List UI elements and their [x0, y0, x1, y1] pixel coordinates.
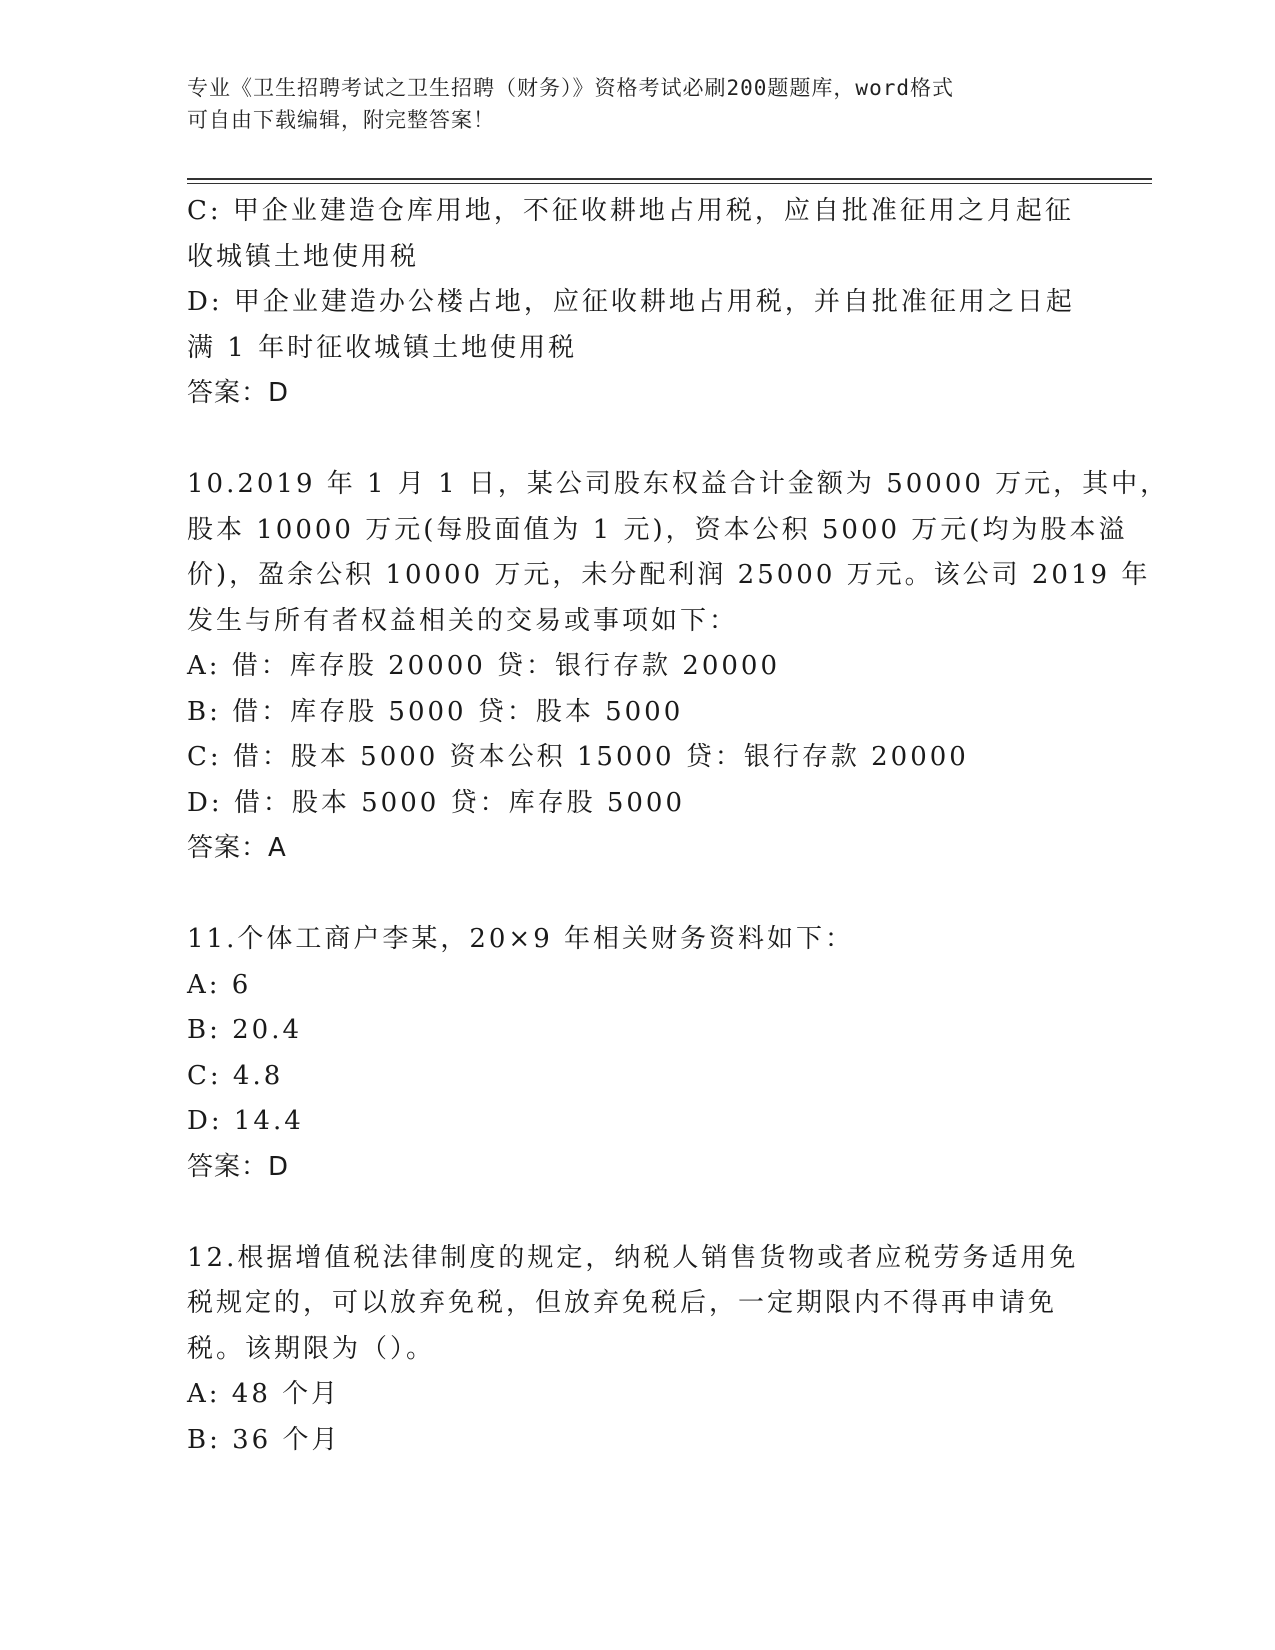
answer: 答案：A [187, 833, 287, 863]
option-b: B: 20.4 [187, 1015, 303, 1045]
option-c: C: 甲企业建造仓库用地，不征收耕地占用税，应自批准征用之月起征 [187, 196, 1074, 226]
question-stem: 税规定的，可以放弃免税，但放弃免税后，一定期限内不得再申请免 [187, 1288, 1058, 1318]
question-stem: 11.个体工商户李某，20×9 年相关财务资料如下： [187, 924, 855, 954]
question-stem: 12.根据增值税法律制度的规定，纳税人销售货物或者应税劳务适用免 [187, 1242, 1079, 1273]
option-a: A: 48 个月 [187, 1379, 341, 1409]
page-header [187, 72, 1087, 136]
spacer [187, 1190, 1077, 1236]
option-c: C: 借：股本 5000 资本公积 15000 贷：银行存款 20000 [187, 742, 969, 772]
option-b: B: 36 个月 [187, 1424, 341, 1455]
option-a: A: 借：库存股 20000 贷：银行存款 20000 [187, 651, 781, 681]
answer: 答案：D [187, 1151, 290, 1182]
option-c-continued: 收城镇土地使用税 [187, 241, 420, 272]
option-d-continued: 满 1 年时征收城镇土地使用税 [187, 332, 578, 363]
option-d: D: 借：股本 5000 贷：库存股 5000 [187, 787, 686, 818]
header-divider [187, 178, 1152, 184]
question-12 [187, 1236, 1077, 1464]
spacer [187, 872, 1077, 918]
question-9-tail [187, 189, 1077, 417]
header-line-2: 可自由下载编辑，附完整答案！ [187, 108, 495, 132]
answer: 答案：D [187, 378, 290, 408]
question-10 [187, 462, 1170, 872]
question-stem: 股本 10000 万元(每股面值为 1 元)，资本公积 5000 万元(均为股本溢 [187, 514, 1128, 545]
header-line-1: 专业《卫生招聘考试之卫生招聘（财务）》资格考试必刷200题题库，word格式 [187, 76, 954, 100]
option-d: D: 14.4 [187, 1106, 304, 1136]
option-c: C: 4.8 [187, 1060, 284, 1091]
option-d: D: 甲企业建造办公楼占地，应征收耕地占用税，并自批准征用之日起 [187, 287, 1075, 317]
option-a: A: 6 [187, 969, 252, 1000]
question-stem: 10.2019 年 1 月 1 日，某公司股东权益合计金额为 50000 万元，其中， [187, 469, 1170, 499]
spacer [187, 417, 1077, 463]
question-stem: 发生与所有者权益相关的交易或事项如下： [187, 605, 739, 636]
question-11 [187, 917, 1077, 1190]
option-b: B: 借：库存股 5000 贷：股本 5000 [187, 696, 684, 727]
question-stem: 税。该期限为（）。 [187, 1333, 436, 1364]
question-content [187, 189, 1170, 1463]
question-stem: 价)，盈余公积 10000 万元，未分配利润 25000 万元。该公司 2019 年 [187, 560, 1151, 590]
